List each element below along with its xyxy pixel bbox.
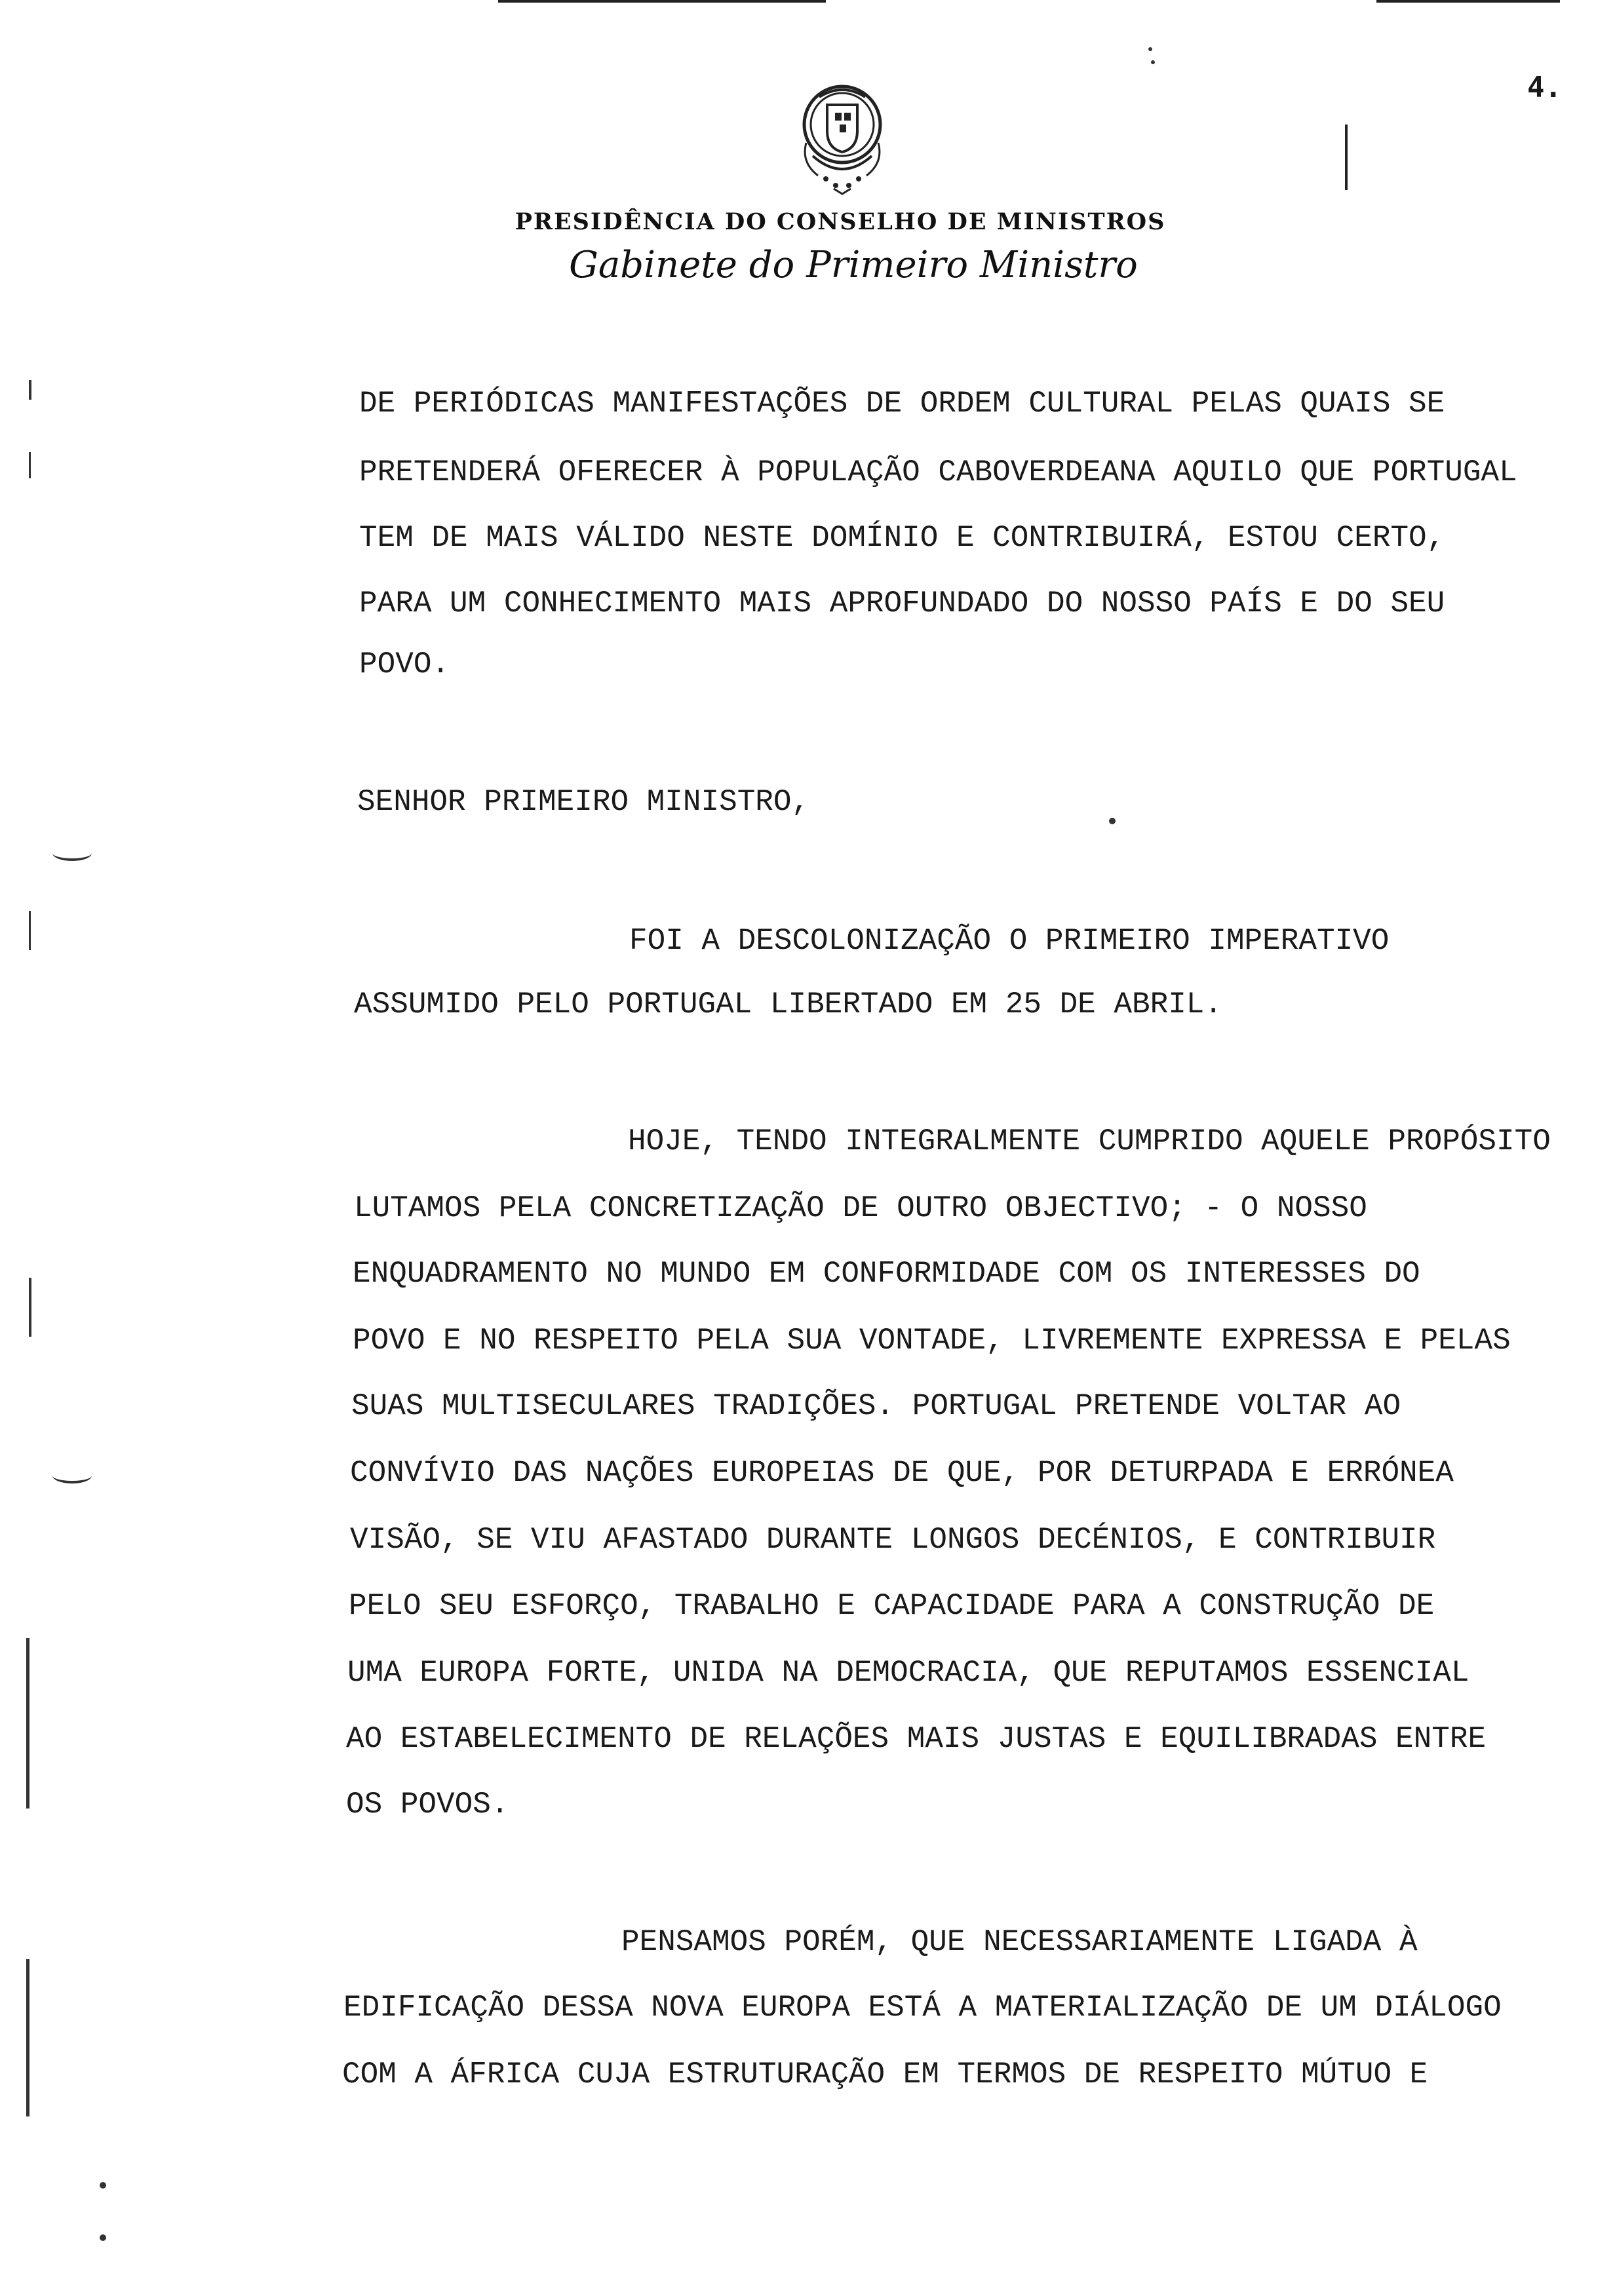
scan-top-rule-right [1376,0,1560,3]
body-line: LUTAMOS PELA CONCRETIZAÇÃO DE OUTRO OBJECTIVO; - O NOSSO [354,1191,1367,1225]
scan-speck [26,1959,29,2116]
scan-mark [52,1468,92,1483]
margin-mark [1345,124,1348,190]
office-name: Gabinete do Primeiro Ministro [569,244,1138,286]
scan-speck [1151,60,1155,64]
body-line: TEM DE MAIS VÁLIDO NESTE DOMÍNIO E CONTRIBUIRÁ, ESTOU CERTO, [359,521,1445,555]
scan-speck [29,452,31,478]
body-line: POVO. [359,647,450,681]
salutation: SENHOR PRIMEIRO MINISTRO, [357,785,810,819]
organization-name: PRESIDÊNCIA DO CONSELHO DE MINISTROS [515,208,1166,235]
body-line: UMA EUROPA FORTE, UNIDA NA DEMOCRACIA, QUE REPUTAMOS ESSENCIAL [347,1656,1469,1690]
body-line: HOJE, TENDO INTEGRALMENTE CUMPRIDO AQUELE PROPÓSITO [628,1124,1551,1158]
body-line: EDIFICAÇÃO DESSA NOVA EUROPA ESTÁ A MATERIALIZAÇÃO DE UM DIÁLOGO [343,1991,1502,2025]
body-line: DE PERIÓDICAS MANIFESTAÇÕES DE ORDEM CULTURAL PELAS QUAIS SE [359,387,1445,421]
body-line: PELO SEU ESFORÇO, TRABALHO E CAPACIDADE PARA A CONSTRUÇÃO DE [349,1589,1435,1623]
scan-speck [100,2182,106,2189]
scan-speck [29,1278,31,1337]
body-line: COM A ÁFRICA CUJA ESTRUTURAÇÃO EM TERMOS DE RESPEITO MÚTUO E [342,2057,1428,2092]
scan-speck [1148,47,1152,51]
page-number: 4. [1527,71,1562,104]
scan-speck [1109,818,1116,824]
coat-of-arms-icon [787,71,898,195]
body-line: AO ESTABELECIMENTO DE RELAÇÕES MAIS JUSTAS E EQUILIBRADAS ENTRE [346,1722,1487,1756]
scan-speck [29,380,31,400]
body-line: ASSUMIDO PELO PORTUGAL LIBERTADO EM 25 DE ABRIL. [354,987,1223,1022]
body-line: POVO E NO RESPEITO PELA SUA VONTADE, LIVREMENTE EXPRESSA E PELAS [353,1324,1511,1358]
body-line: PENSAMOS PORÉM, QUE NECESSARIAMENTE LIGADA À [621,1925,1418,1959]
body-line: ENQUADRAMENTO NO MUNDO EM CONFORMIDADE COM OS INTERESSES DO [353,1257,1420,1291]
body-line: FOI A DESCOLONIZAÇÃO O PRIMEIRO IMPERATIVO [629,924,1390,958]
body-line: CONVÍVIO DAS NAÇÕES EUROPEIAS DE QUE, POR DETURPADA E ERRÓNEA [350,1456,1454,1490]
body-line: PARA UM CONHECIMENTO MAIS APROFUNDADO DO NOSSO PAÍS E DO SEU [359,586,1445,621]
scan-speck [29,911,31,950]
body-line: SUAS MULTISECULARES TRADIÇÕES. PORTUGAL PRETENDE VOLTAR AO [351,1389,1401,1423]
body-line: PRETENDERÁ OFERECER À POPULAÇÃO CABOVERDEANA AQUILO QUE PORTUGAL [359,455,1517,489]
body-line: OS POVOS. [346,1788,509,1822]
scan-speck [26,1638,29,1808]
body-line: VISÃO, SE VIU AFASTADO DURANTE LONGOS DECÉNIOS, E CONTRIBUIR [350,1523,1436,1557]
scan-mark [52,845,92,861]
scan-speck [100,2234,106,2241]
scan-top-rule-left [498,0,826,3]
